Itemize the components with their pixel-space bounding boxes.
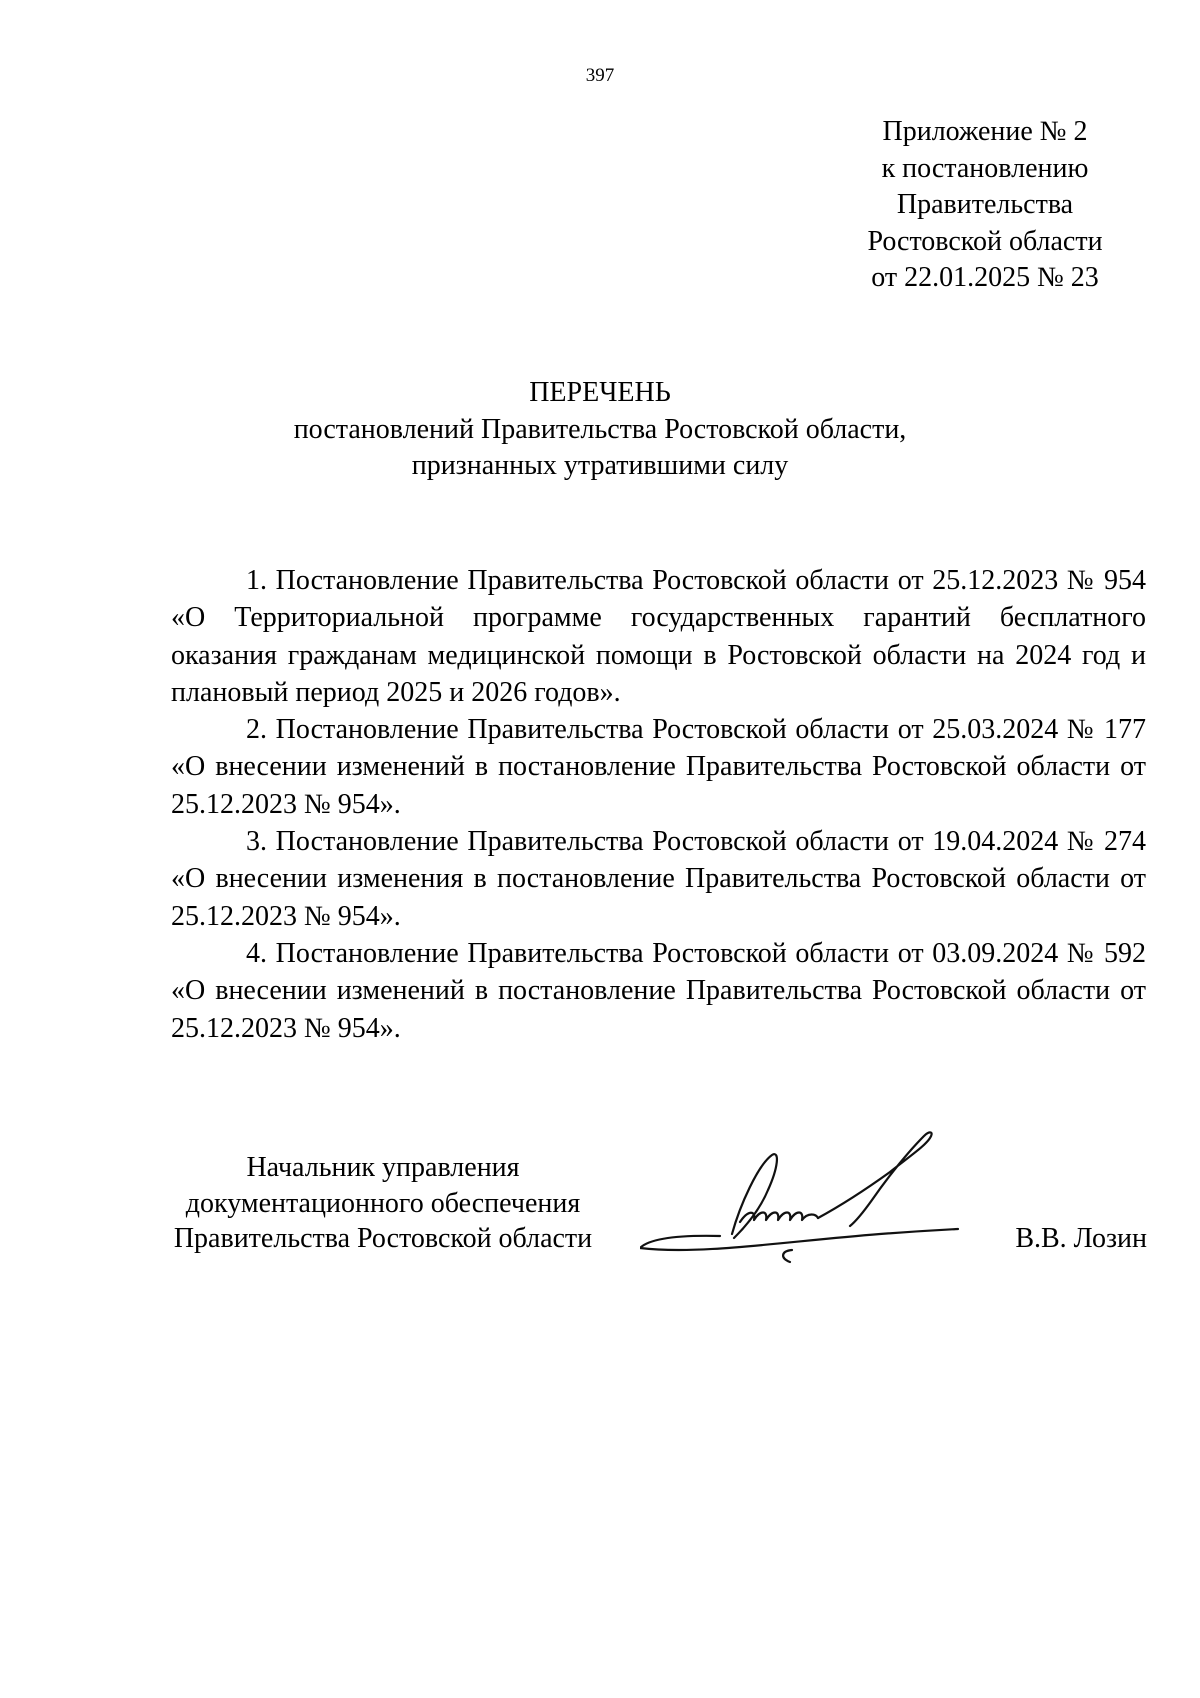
appendix-line: Правительства bbox=[896, 189, 1074, 220]
list-item: 2. Постановление Правительства Ростовской области от 25.03.2024 № 177 «О внесении изменений в постановление Правительства Ростовской области от 25.12.2023 № 954». bbox=[171, 714, 1146, 820]
signer-name: В.В. Лозин bbox=[1015, 1223, 1147, 1254]
appendix-line: Приложение № 2 bbox=[882, 116, 1088, 147]
heading-title: ПЕРЕЧЕНЬ bbox=[529, 377, 671, 408]
signature-image bbox=[640, 1110, 980, 1270]
list-item: 3. Постановление Правительства Ростовской области от 19.04.2024 № 274 «О внесении изменения в постановление Правительства Ростовской области от 25.12.2023 № 954». bbox=[171, 826, 1146, 932]
signer-title-line: Начальник управления bbox=[246, 1152, 520, 1183]
signer-title-line: документационного обеспечения bbox=[185, 1187, 581, 1219]
heading-subtitle-line: признанных утратившими силу bbox=[411, 450, 789, 481]
resolutions-list bbox=[171, 562, 1146, 1047]
list-item: 4. Постановление Правительства Ростовской области от 03.09.2024 № 592 «О внесении изменений в постановление Правительства Ростовской области от 25.12.2023 № 954». bbox=[171, 937, 1146, 1044]
appendix-line: Ростовской области bbox=[867, 225, 1103, 257]
document-heading bbox=[0, 375, 1200, 485]
page-number: 397 bbox=[585, 65, 615, 86]
signer-title bbox=[168, 1150, 598, 1257]
appendix-header bbox=[820, 114, 1150, 297]
appendix-line: от 22.01.2025 № 23 bbox=[871, 262, 1099, 293]
list-item: 1. Постановление Правительства Ростовской области от 25.12.2023 № 954 «О Территориальной программе государственных гарантий бесплатного оказания гражданам медицинской помощи в Ростовской области на 2024 год и плановый период 2025 и 2026 годов». bbox=[171, 565, 1146, 708]
appendix-line: к постановлению bbox=[881, 152, 1089, 184]
heading-subtitle-line: постановлений Правительства Ростовской области, bbox=[293, 413, 907, 445]
signer-title-line: Правительства Ростовской области bbox=[173, 1223, 593, 1254]
